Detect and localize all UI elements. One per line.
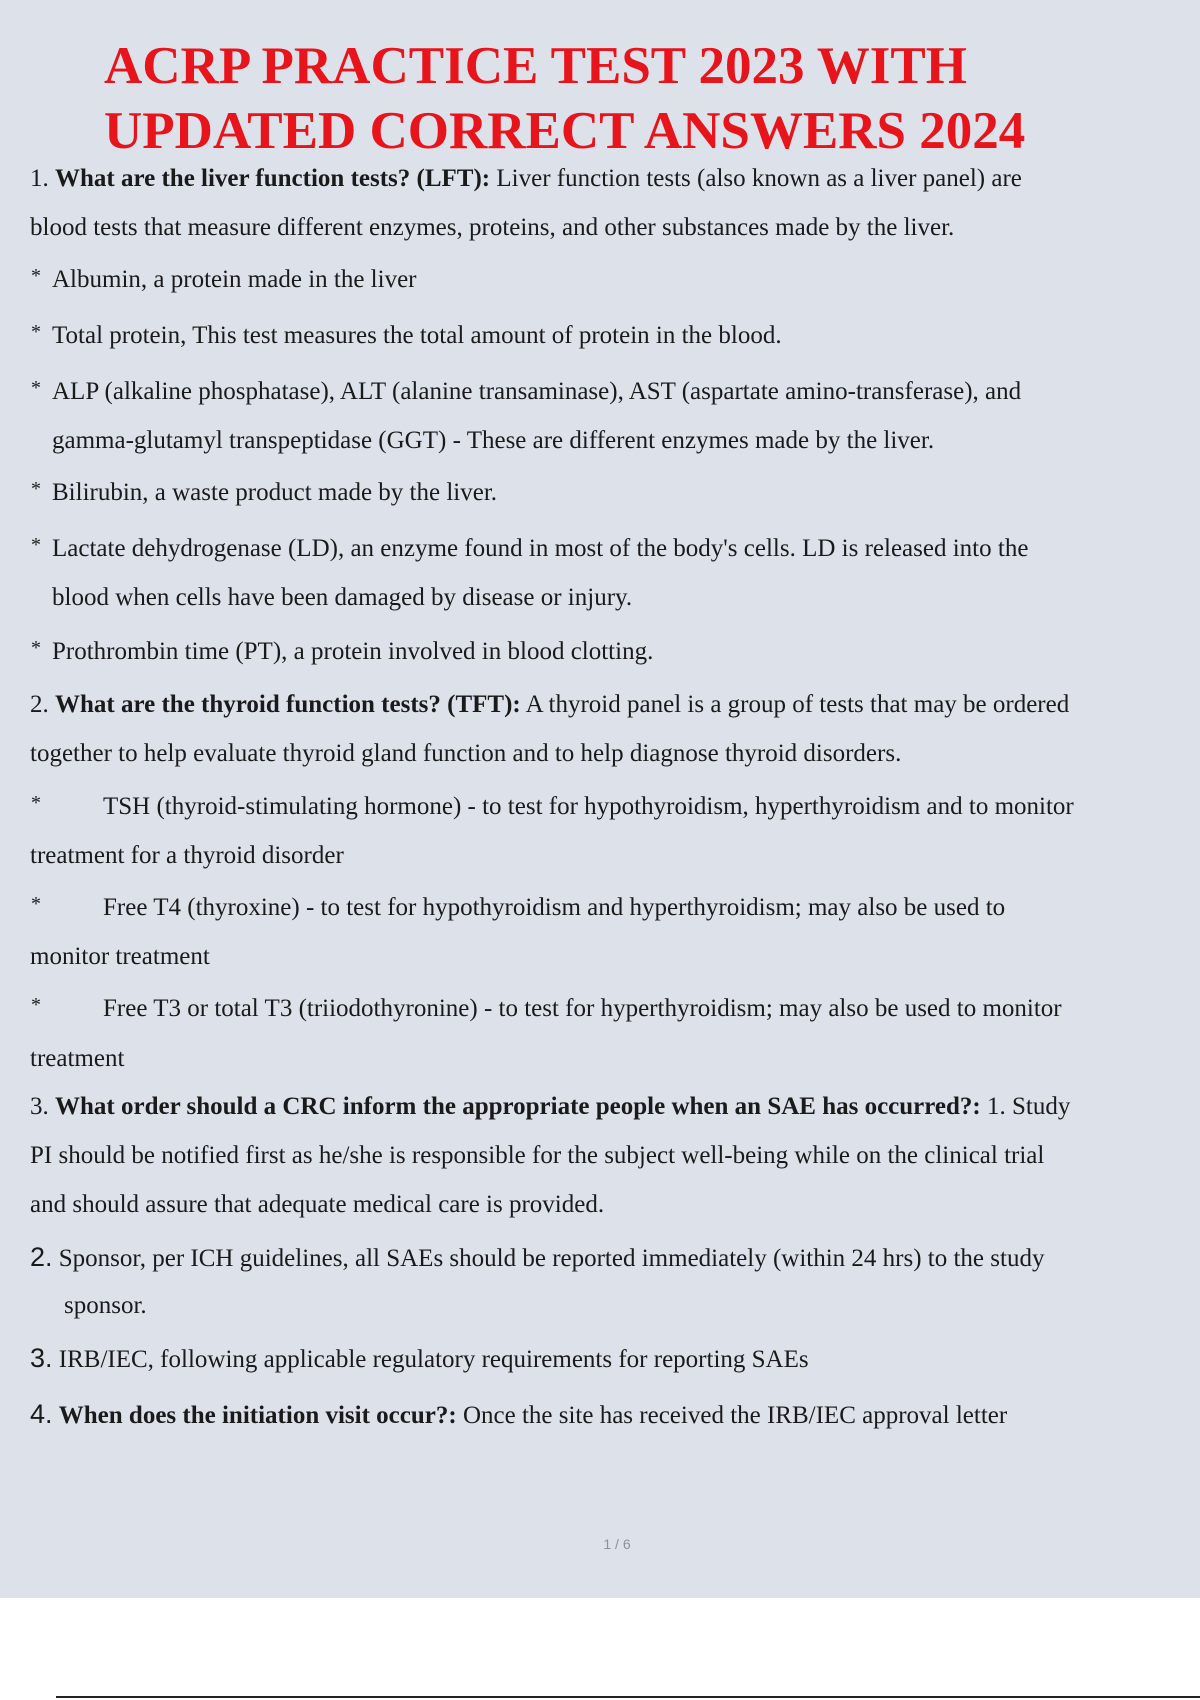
q1-bullet-enzymes: ALP (alkaline phosphatase), ALT (alanine transaminase), AST (aspartate amino-transferase), and [52, 378, 1022, 405]
q1-bullet-pt: Prothrombin time (PT), a protein involved in blood clotting. [52, 638, 654, 665]
q2-bullet-t3-cont: treatment [30, 1045, 125, 1072]
q1-number: 1. [30, 165, 49, 192]
bullet-icon: * [31, 478, 41, 500]
bullet-icon: * [31, 893, 41, 915]
q2-question-line [30, 690, 1069, 720]
q2-answer-line1: A thyroid panel is a group of tests that may be ordered [525, 691, 1070, 718]
bullet-icon: * [31, 534, 41, 556]
q1-answer-line1: Liver function tests (also known as a liver panel) are [496, 165, 1022, 192]
q1-question-line [30, 164, 1022, 194]
q4-question: When does the initiation visit occur?: [58, 1402, 457, 1429]
q3-step-sponsor [30, 1242, 1044, 1274]
next-page-divider [56, 1696, 1200, 1698]
q1-bullet-ld: Lactate dehydrogenase (LD), an enzyme found in most of the body's cells. LD is released into the [52, 535, 1029, 562]
q4-question-line [30, 1399, 1007, 1431]
q1-bullet-total-protein: Total protein, This test measures the total amount of protein in the blood. [52, 322, 782, 349]
q3-answer-line2: PI should be notified first as he/she is responsible for the subject well-being while on the clinical trial [30, 1142, 1045, 1169]
page-indicator: 1 / 6 [603, 1536, 631, 1552]
q3-step-number: 2. [30, 1242, 53, 1272]
q2-question: What are the thyroid function tests? (TFT): [55, 691, 521, 718]
q3-answer-line1: 1. Study [987, 1093, 1071, 1120]
q3-number: 3. [30, 1093, 49, 1120]
bullet-icon: * [31, 637, 41, 659]
q3-step-irb [30, 1343, 809, 1375]
bullet-icon: * [31, 994, 41, 1016]
bullet-icon: * [31, 321, 41, 343]
q2-answer-line2: together to help evaluate thyroid gland function and to help diagnose thyroid disorders. [30, 740, 902, 767]
q3-answer-line3: and should assure that adequate medical care is provided. [30, 1191, 605, 1218]
q1-answer-line2: blood tests that measure different enzymes, proteins, and other substances made by the liver. [30, 214, 955, 241]
bullet-icon: * [31, 792, 41, 814]
title-line-1: ACRP PRACTICE TEST 2023 WITH [104, 37, 967, 95]
q3-step-text: IRB/IEC, following applicable regulatory requirements for reporting SAEs [58, 1346, 809, 1373]
q3-step-number: 3. [30, 1343, 53, 1373]
q3-question-line [30, 1092, 1070, 1122]
q2-number: 2. [30, 691, 49, 718]
q4-number: 4. [30, 1399, 53, 1429]
document-title [104, 34, 1025, 164]
q2-bullet-tsh: TSH (thyroid-stimulating hormone) - to test for hypothyroidism, hyperthyroidism and to monitor [103, 793, 1074, 820]
q1-bullet-bilirubin: Bilirubin, a waste product made by the liver. [52, 479, 498, 506]
q2-bullet-t4-cont: monitor treatment [30, 943, 210, 970]
q2-bullet-tsh-cont: treatment for a thyroid disorder [30, 842, 344, 869]
title-line-2: UPDATED CORRECT ANSWERS 2024 [104, 102, 1026, 160]
q1-bullet-ld-cont: blood when cells have been damaged by disease or injury. [52, 584, 633, 611]
q4-answer: Once the site has received the IRB/IEC approval letter [462, 1402, 1008, 1429]
q1-bullet-albumin: Albumin, a protein made in the liver [52, 266, 417, 293]
q3-step-text: Sponsor, per ICH guidelines, all SAEs should be reported immediately (within 24 hrs) to the study [58, 1245, 1045, 1272]
bullet-icon: * [31, 265, 41, 287]
q3-step-sponsor-cont: sponsor. [64, 1292, 147, 1319]
q3-question: What order should a CRC inform the appropriate people when an SAE has occurred?: [55, 1093, 981, 1120]
q1-question: What are the liver function tests? (LFT): [55, 165, 491, 192]
q2-bullet-t3: Free T3 or total T3 (triiodothyronine) - to test for hyperthyroidism; may also be used to monitor [103, 995, 1062, 1022]
q1-bullet-enzymes-cont: gamma-glutamyl transpeptidase (GGT) - These are different enzymes made by the liver. [52, 427, 935, 454]
bullet-icon: * [31, 377, 41, 399]
q2-bullet-t4: Free T4 (thyroxine) - to test for hypothyroidism and hyperthyroidism; may also be used to [103, 894, 1006, 921]
